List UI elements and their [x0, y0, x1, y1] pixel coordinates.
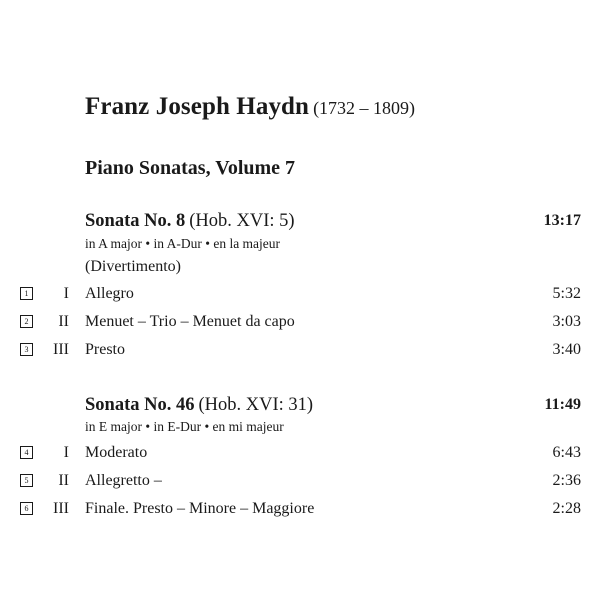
track-title: Allegretto –: [85, 472, 162, 489]
sonata-title: Sonata No. 8: [85, 211, 186, 231]
track-number-box: 1: [20, 287, 33, 300]
sonata-title: Sonata No. 46: [85, 395, 195, 415]
sonata-total-duration: 13:17: [543, 212, 581, 229]
track-row[interactable]: [0, 444, 600, 464]
movement-numeral: I: [63, 444, 69, 461]
track-title: Menuet – Trio – Menuet da capo: [85, 313, 295, 330]
track-number-box: 2: [20, 315, 33, 328]
track-number-box: 3: [20, 343, 33, 356]
composer-dates: (1732 – 1809): [313, 98, 416, 118]
track-number-box: 5: [20, 474, 33, 487]
track-title: Finale. Presto – Minore – Maggiore: [85, 500, 315, 517]
track-duration: 3:40: [552, 341, 581, 358]
sonata-subtitle: (Divertimento): [85, 258, 181, 275]
track-row[interactable]: [0, 500, 600, 520]
track-number-box: 4: [20, 446, 33, 459]
sonata-catalogue: (Hob. XVI: 31): [198, 395, 314, 415]
track-duration: 6:43: [552, 444, 581, 461]
sonata-keys: in A major • in A-Dur • en la majeur: [85, 236, 281, 251]
movement-numeral: II: [58, 313, 69, 330]
track-row[interactable]: [0, 313, 600, 333]
album-title: Piano Sonatas, Volume 7: [85, 157, 296, 179]
composer-name: Franz Joseph Haydn: [85, 93, 310, 120]
composer-heading: [85, 94, 415, 119]
sonata-heading: [85, 212, 581, 231]
track-duration: 2:36: [552, 472, 581, 489]
track-row[interactable]: [0, 472, 600, 492]
movement-numeral: I: [63, 285, 69, 302]
track-row[interactable]: [0, 285, 600, 305]
track-row[interactable]: [0, 341, 600, 361]
track-duration: 3:03: [552, 313, 581, 330]
movement-numeral: III: [53, 500, 69, 517]
track-title: Allegro: [85, 285, 134, 302]
movement-numeral: III: [53, 341, 69, 358]
track-number-box: 6: [20, 502, 33, 515]
track-title: Presto: [85, 341, 125, 358]
sonata-catalogue: (Hob. XVI: 5): [189, 211, 295, 231]
track-duration: 5:32: [552, 285, 581, 302]
track-duration: 2:28: [552, 500, 581, 517]
track-title: Moderato: [85, 444, 148, 461]
sonata-keys: in E major • in E-Dur • en mi majeur: [85, 419, 284, 434]
movement-numeral: II: [58, 472, 69, 489]
sonata-heading: [85, 396, 581, 415]
sonata-total-duration: 11:49: [544, 396, 581, 413]
